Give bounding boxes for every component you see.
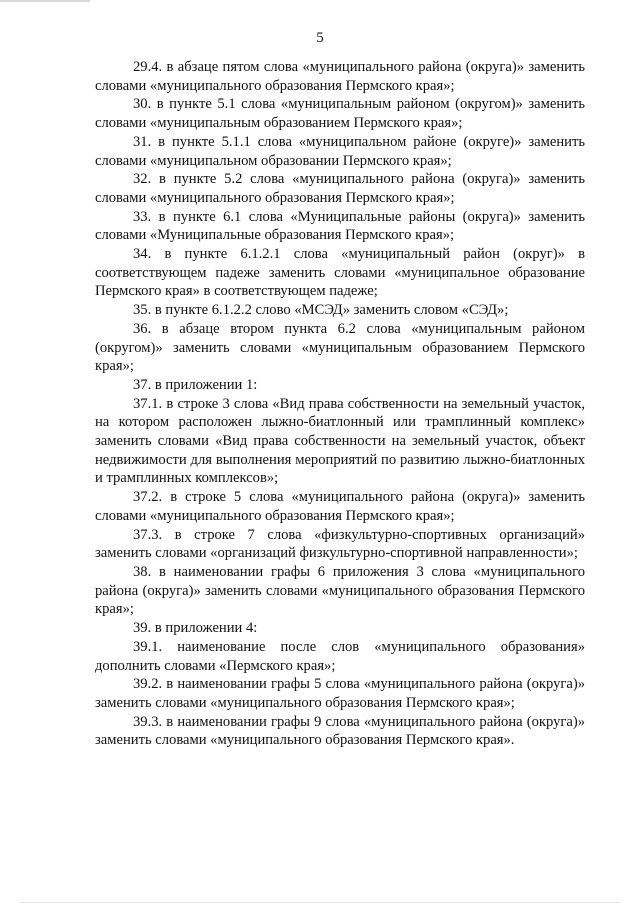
paragraph-37-3: 37.3. в строке 7 слова «физкультурно-спортивных организаций» заменить словами «организаций физкультурно-спортивной направленности»;	[95, 526, 585, 562]
scan-edge-mark-bottom	[20, 902, 620, 903]
paragraph-35: 35. в пункте 6.1.2.2 слово «МСЭД» заменить словом «СЭД»;	[133, 302, 509, 319]
scan-edge-mark	[0, 0, 90, 2]
paragraph-32: 32. в пункте 5.2 слова «муниципального района (округа)» заменить словами «муниципального образования Пермского края»;	[95, 171, 585, 206]
paragraph-39-2: 39.2. в наименовании графы 5 слова «муниципального района (округа)» заменить словами «муниципального образования Пермского края»;	[95, 676, 585, 711]
paragraph-38: 38. в наименовании графы 6 приложения 3 слова «муниципального района (округа)» заменить словами «муниципального образования Пермского края»;	[95, 563, 585, 618]
paragraph-30: 30. в пункте 5.1 слова «муниципальным районом (округом)» заменить словами «муниципальным образованием Пермского края»;	[95, 96, 585, 132]
paragraph-34: 34. в пункте 6.1.2.1 слова «муниципальный район (округ)» в соответствующем падеже заменить словами «муниципальное образование Пермского края» в соответствующем падеже;	[95, 246, 585, 300]
paragraph-39-3: 39.3. в наименовании графы 9 слова «муниципального района (округа)» заменить словами «муниципального образования Пермского края».	[95, 713, 585, 749]
paragraph-37: 37. в приложении 1:	[133, 376, 258, 393]
document-body	[95, 58, 585, 750]
paragraph-31: 31. в пункте 5.1.1 слова «муниципальном районе (округе)» заменить словами «муниципальном образовании Пермского края»;	[95, 133, 585, 169]
paragraph-33: 33. в пункте 6.1 слова «Муниципальные районы (округа)» заменить словами «Муниципальные образования Пермского края»;	[95, 208, 585, 244]
paragraph-37-2: 37.2. в строке 5 слова «муниципального района (округа)» заменить словами «муниципального образования Пермского края»;	[95, 489, 585, 524]
paragraph-37-1: 37.1. в строке 3 слова «Вид права собственности на земельный участок, на котором расположен лыжно-биатлонный или трамплинный комплекс» заменить словами «Вид права собственности на земельный участок, объект недвижимости для выполнения мероприятий по развитию лыжно-биатлонных и трамплинных комплексов»;	[95, 395, 585, 487]
page-number: 5	[316, 30, 324, 46]
paragraph-39: 39. в приложении 4:	[133, 620, 258, 637]
paragraph-36: 36. в абзаце втором пункта 6.2 слова «муниципальным районом (округом)» заменить словами «муниципальным образованием Пермского края»;	[95, 320, 585, 375]
paragraph-39-1: 39.1. наименование после слов «муниципального образования» дополнить словами «Пермского края»;	[95, 638, 585, 674]
paragraph-29-4: 29.4. в абзаце пятом слова «муниципального района (округа)» заменить словами «муниципального образования Пермского края»;	[95, 59, 585, 94]
